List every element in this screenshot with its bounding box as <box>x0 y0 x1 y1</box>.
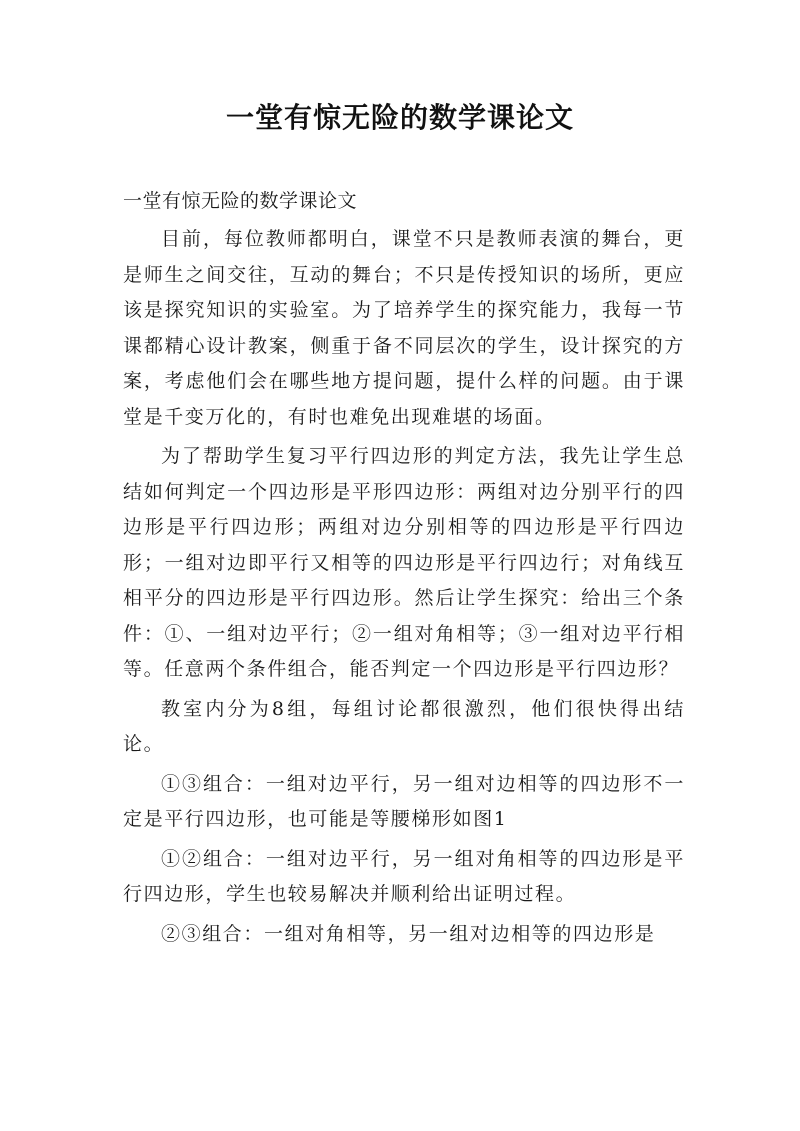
paragraph-3: 教室内分为8组，每组讨论都很激烈，他们很快得出结论。 <box>123 697 685 755</box>
document-body <box>123 186 685 956</box>
paragraph-2: 为了帮助学生复习平行四边形的判定方法，我先让学生总结如何判定一个四边形是平形四边形：两组对边分别平行的四边形是平行四边形；两组对边分别相等的四边形是平行四边形；一组对边即平行又相等的四边形是平行四边行；对角线互相平分的四边形是平行四边形。然后让学生探究：给出三个条件：①、一组对边平行；②一组对角相等；③一组对边平行相等。任意两个条件组合，能否判定一个四边形是平行四边形？ <box>123 445 685 680</box>
paragraph-1: 目前，每位教师都明白，课堂不只是教师表演的舞台，更是师生之间交往，互动的舞台；不只是传授知识的场所，更应该是探究知识的实验室。为了培养学生的探究能力，我每一节课都精心设计教案，侧重于备不同层次的学生，设计探究的方案，考虑他们会在哪些地方提问题，提什么样的问题。由于课堂是千变万化的，有时也难免出现难堪的场面。 <box>123 228 685 428</box>
paragraph-5: ①②组合：一组对边平行，另一组对角相等的四边形是平行四边形，学生也较易解决并顺利给出证明过程。 <box>123 847 685 905</box>
paragraph-6: ②③组合：一组对角相等，另一组对边相等的四边形是 <box>161 922 656 945</box>
document-title: 一堂有惊无险的数学课论文 <box>225 101 574 134</box>
paragraph-4: ①③组合：一组对边平行，另一组对边相等的四边形不一定是平行四边形，也可能是等腰梯形如图1 <box>123 772 685 830</box>
document-subtitle: 一堂有惊无险的数学课论文 <box>123 190 358 212</box>
